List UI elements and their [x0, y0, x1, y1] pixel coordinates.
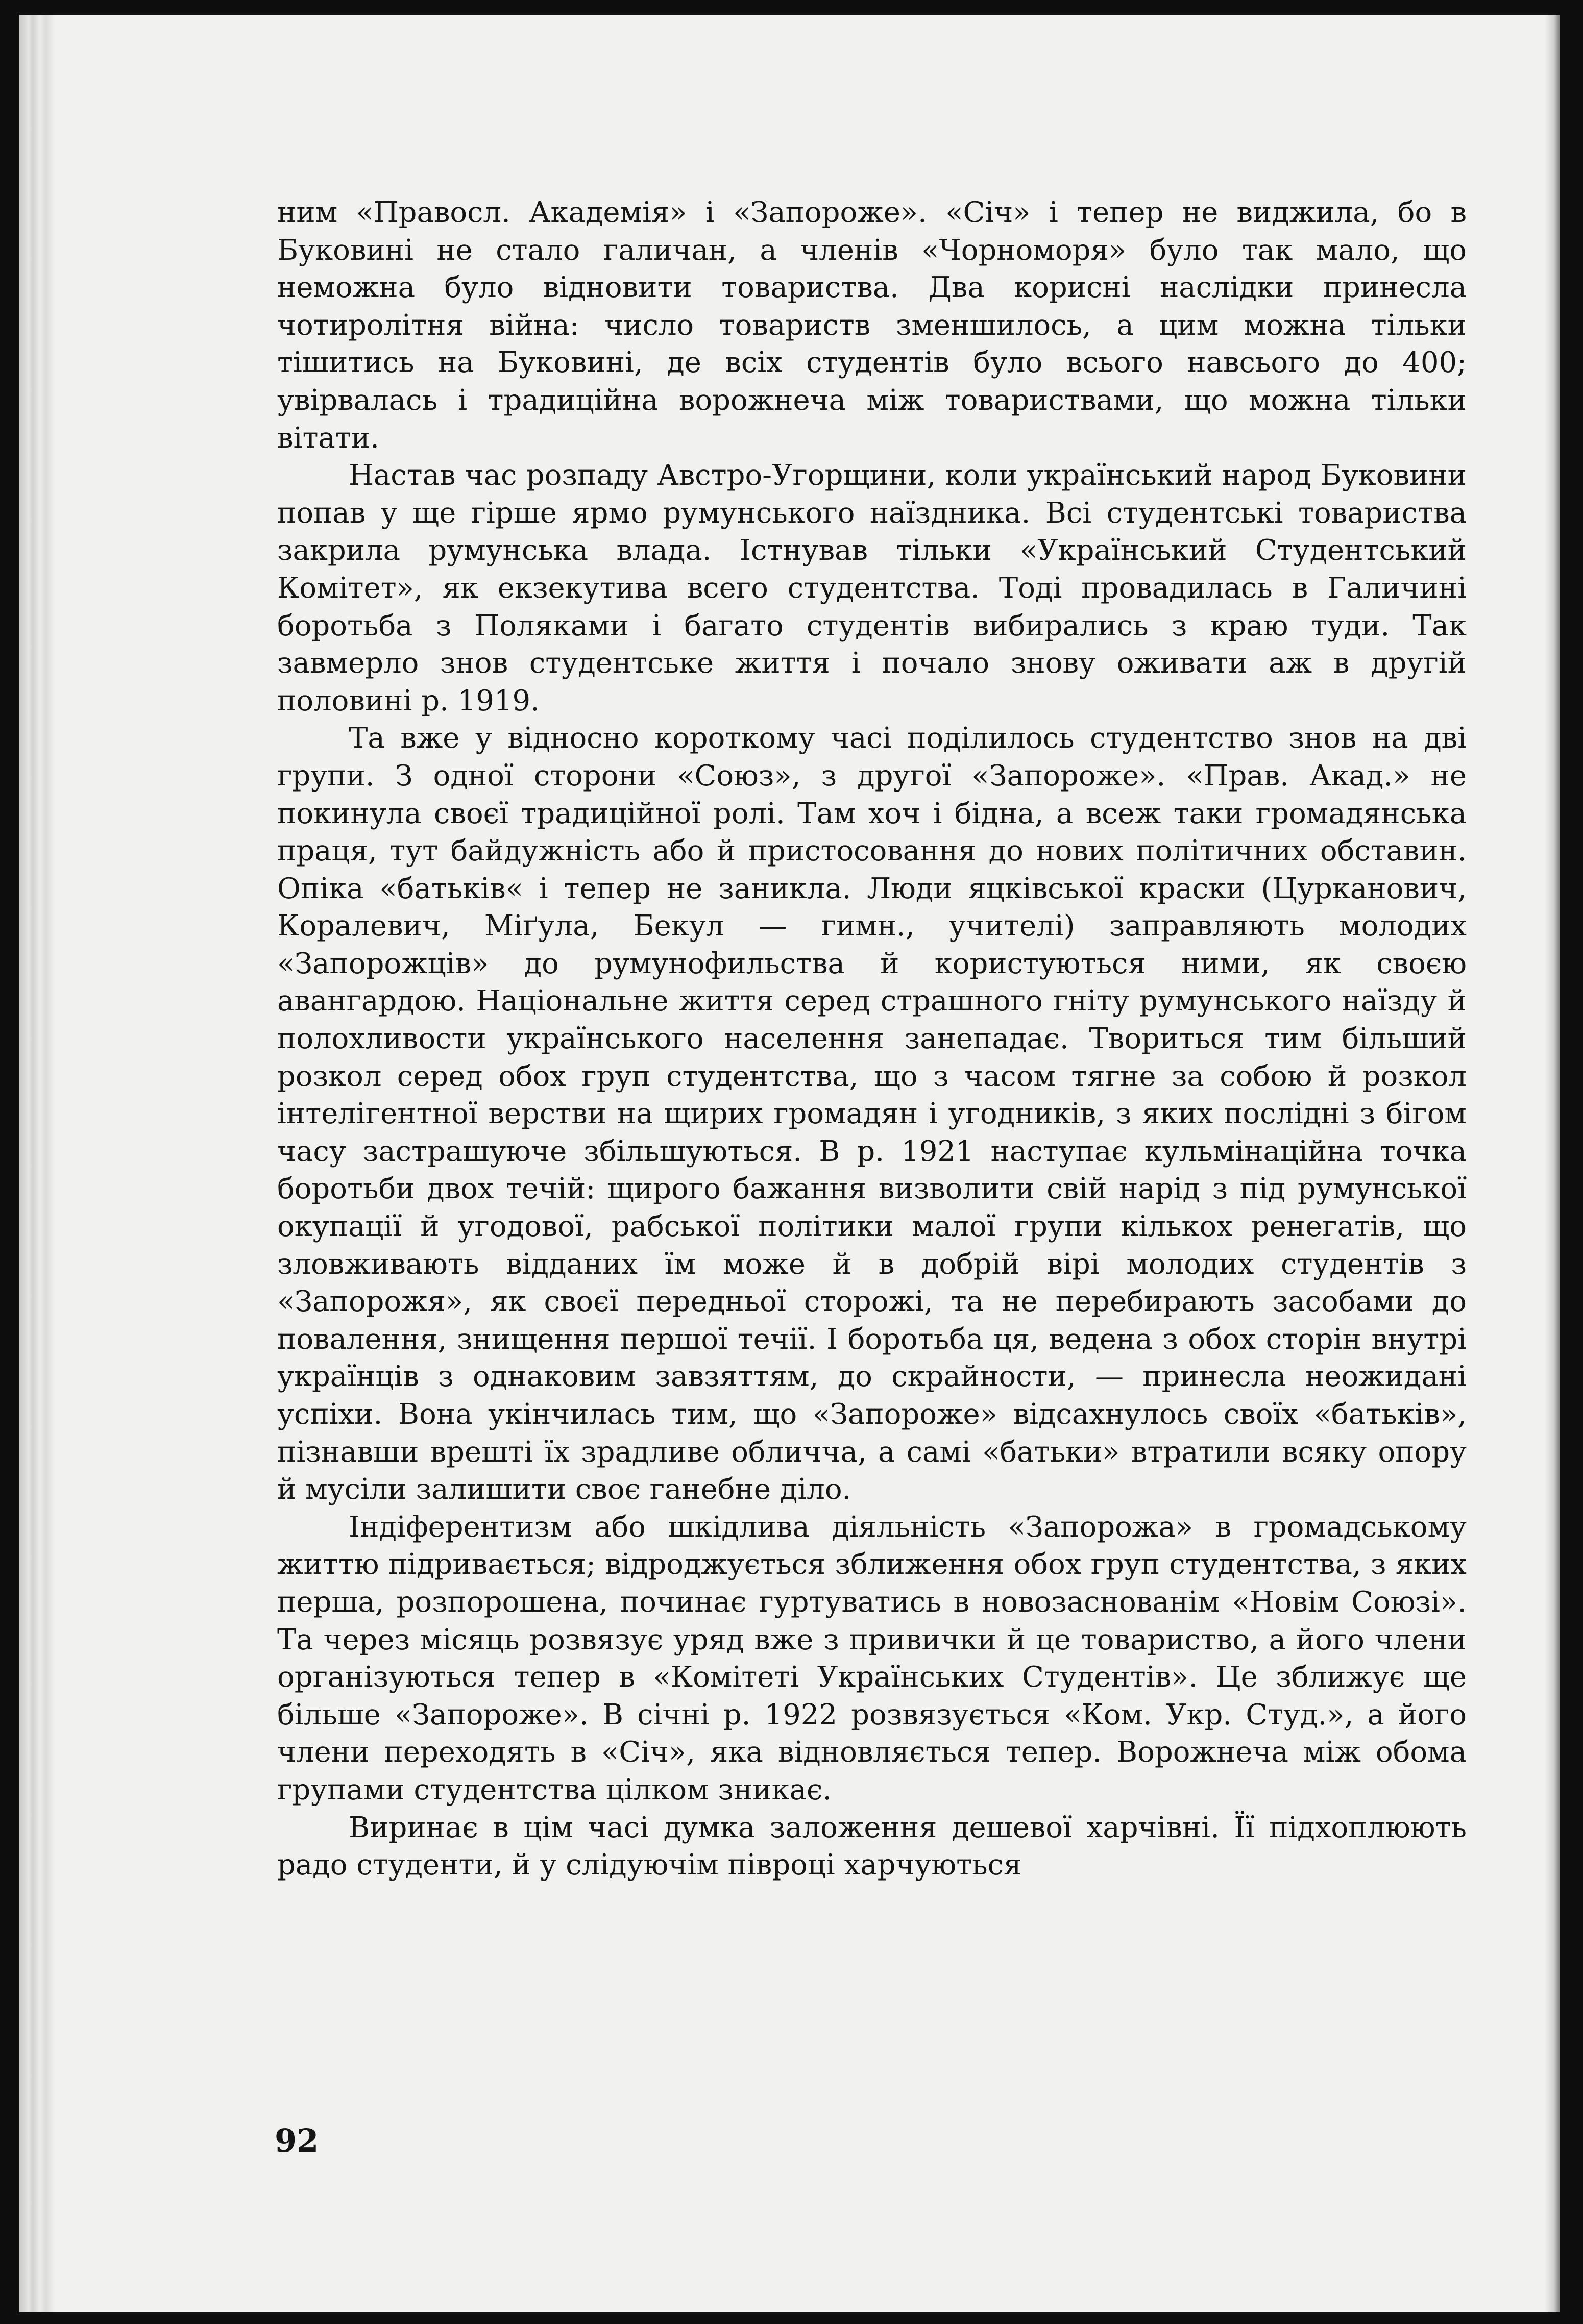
paragraph-4: Індіферентизм або шкідлива діяльність «Запорожа» в громадському життю підривається; відроджується зближення обох груп студентства, з яких перша, розпорошена, починає гуртуватись в новозаснованім «Новім Союзі». Та через місяць розвязує уряд вже з привички й це товариство, а його члени організуються тепер в «Комітеті Українських Студентів». Це зближує ще більше «Запороже». В січні р. 1922 розвязується «Ком. Укр. Студ.», а його члени переходять в «Січ», яка відновляється тепер. Ворожнеча між обома групами студентства цілком зникає.	[277, 1510, 1467, 1807]
paragraph-5: Виринає в цім часі думка заложення дешевої харчівні. Її підхоплюють радо студенти, й у слідуючім півроці харчуються	[277, 1811, 1467, 1882]
paragraph-1: ним «Правосл. Академія» і «Запороже». «Січ» і тепер не виджила, бо в Буковині не стало галичан, а членів «Чорноморя» було так мало, що неможна було відновити товариства. Два корисні наслідки принесла чотиролітня війна: число товариств зменшилось, а цим можна тільки тішитись на Буковині, де всіх студентів було всього навсього до 400; увірвалась і традиційна ворожнеча між товариствами, що можна тільки вітати.	[277, 196, 1467, 455]
page-edge-right	[1545, 15, 1560, 2312]
body-text	[277, 194, 1467, 1884]
paragraph-3: Та вже у відносно короткому часі поділилось студентство знов на дві групи. З одної сторони «Союз», з другої «Запороже». «Прав. Акад.» не покинула своєї традиційної ролі. Там хоч і бідна, а всеж таки громадянська праця, тут байдужність або й пристосовання до нових політичних обставин. Опіка «батьків« і тепер не заникла. Люди яцківської краски (Цурканович, Коралевич, Міґула, Бекул — гимн., учителі) заправляють молодих «Запорожців» до румунофильства й користуються ними, як своєю авангардою. Національне життя серед страшного гніту румунського наїзду й полохливости українського населення занепадає. Твориться тим більший розкол серед обох груп студентства, що з часом тягне за собою й розкол інтелігентної верстви на щирих громадян і угодників, з яких послідні з бігом часу застрашуюче збільшуються. В р. 1921 наступає кульмінаційна точка боротьби двох течій: щирого бажання визволити свій нарід з під румунської окупації й угодової, рабської політики малої групи кількох ренегатів, що зловживають відданих їм може й в добрій вірі молодих студентів з «Запорожя», як своєї передньої сторожі, та не перебирають засобами до повалення, знищення першої течії. І боротьба ця, ведена з обох сторін внутрі українців з однаковим завзяттям, до скрайности, — принесла неожидані успіхи. Вона укінчилась тим, що «Запороже» відсахнулось своїх «батьків», пізнавши врешті їх зрадливе обличча, а самі «батьки» втратили всяку опору й мусіли залишити своє ганебне діло.	[277, 722, 1467, 1506]
page-number: 92	[275, 2122, 319, 2159]
book-page	[19, 15, 1560, 2312]
paragraph-2: Настав час розпаду Австро-Угорщини, коли український народ Буковини попав у ще гірше ярмо румунського наїздника. Всі студентські товариства закрила румунська влада. Істнував тільки «Український Студентський Комітет», як екзекутива всего студентства. Тоді провадилась в Галичині боротьба з Поляками і багато студентів вибирались з краю туди. Так завмерло знов студентське життя і почало знову оживати аж в другій половині р. 1919.	[277, 459, 1467, 718]
page-stack-edge-left	[19, 15, 55, 2312]
